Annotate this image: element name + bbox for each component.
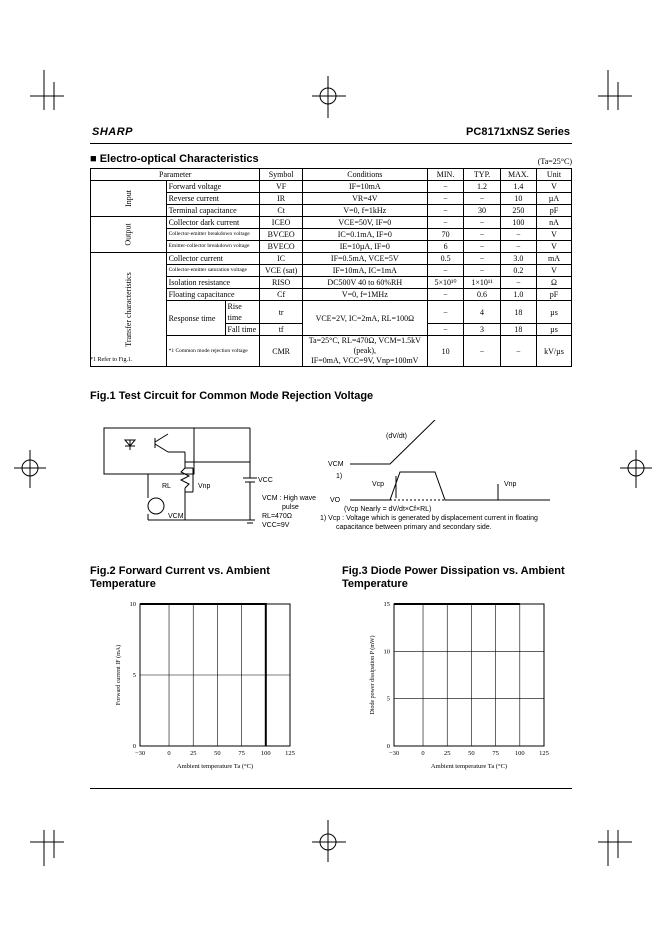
cell-symbol: tf bbox=[260, 324, 302, 336]
fig2-title: Fig.2 Forward Current vs. Ambient Temperature bbox=[90, 565, 270, 590]
cell-unit: mA bbox=[537, 253, 572, 265]
cell-max: 18 bbox=[500, 301, 536, 324]
cell-unit: kV/µs bbox=[537, 336, 572, 367]
fig1-rl-label: RL bbox=[162, 483, 171, 490]
cell-typ: 1.2 bbox=[464, 181, 500, 193]
fig1-nearly: (Vcp Nearly = dV/dt×Cf×RL) bbox=[344, 506, 432, 513]
x-tick-label: 75 bbox=[492, 750, 499, 757]
cell-param: Forward voltage bbox=[166, 181, 260, 193]
spec-table bbox=[90, 168, 572, 367]
th-parameter: Parameter bbox=[91, 169, 260, 181]
x-tick-label: 25 bbox=[189, 750, 197, 757]
cell-unit: nA bbox=[537, 217, 572, 229]
y-tick-label: 0 bbox=[386, 743, 390, 750]
cell-cond: VCE=2V, IC=2mA, RL=100Ω bbox=[302, 301, 427, 336]
cell-cond bbox=[302, 336, 427, 367]
header-rule bbox=[90, 143, 572, 144]
cell-unit: V bbox=[537, 265, 572, 277]
cell-param: Isolation resistance bbox=[166, 277, 260, 289]
cell-min: − bbox=[427, 181, 464, 193]
y-tick-label: 10 bbox=[383, 648, 390, 656]
cell-max: 250 bbox=[500, 205, 536, 217]
cell-typ: 3 bbox=[464, 324, 500, 336]
cell-min: − bbox=[427, 324, 464, 336]
cell-max: − bbox=[500, 229, 536, 241]
cell-typ: − bbox=[464, 217, 500, 229]
cell-max: − bbox=[500, 277, 536, 289]
cell-symbol: Cf bbox=[260, 289, 302, 301]
y-tick-label: 15 bbox=[383, 601, 390, 608]
fig1-vo-label: VO bbox=[330, 497, 341, 504]
fig1-fn1: 1) Vcp : Voltage which is generated by displacement current in floating bbox=[320, 515, 538, 522]
cell-symbol: IR bbox=[260, 193, 302, 205]
cell-cond: V=0, f=1MHz bbox=[302, 289, 427, 301]
fig1-vcp-label: Vcp bbox=[372, 481, 385, 488]
cell-cond: VR=4V bbox=[302, 193, 427, 205]
series-title: PC8171xNSZ Series bbox=[466, 126, 570, 138]
th-unit: Unit bbox=[537, 169, 572, 181]
cell-min: 5×10¹⁰ bbox=[427, 277, 464, 289]
cell-param: Collector-emitter saturation voltage bbox=[166, 265, 260, 277]
cell-param: Collector dark current bbox=[166, 217, 260, 229]
table-row bbox=[91, 181, 572, 193]
cell-param: Floating capacitance bbox=[166, 289, 260, 301]
cell-typ: 4 bbox=[464, 301, 500, 324]
cell-min: 6 bbox=[427, 241, 464, 253]
cell-unit: pF bbox=[537, 289, 572, 301]
cell-typ: − bbox=[464, 229, 500, 241]
th-min: MIN. bbox=[427, 169, 464, 181]
cell-typ: − bbox=[464, 241, 500, 253]
cell-unit: V bbox=[537, 229, 572, 241]
section-condition: (Ta=25°C) bbox=[537, 157, 572, 166]
cell-unit: µs bbox=[537, 324, 572, 336]
section-title bbox=[90, 153, 259, 165]
th-symbol: Symbol bbox=[260, 169, 302, 181]
table-row bbox=[91, 253, 572, 265]
cell-symbol: Ct bbox=[260, 205, 302, 217]
cell-cond: IE=10µA, IF=0 bbox=[302, 241, 427, 253]
fig2-chart bbox=[108, 596, 298, 776]
section-title-text: Electro-optical Characteristics bbox=[99, 153, 259, 165]
cell-symbol: VF bbox=[260, 181, 302, 193]
fig1-waveform bbox=[350, 420, 550, 500]
cell-param: Response time bbox=[166, 301, 225, 336]
th-typ: TYP. bbox=[464, 169, 500, 181]
cell-unit: V bbox=[537, 181, 572, 193]
cell-param: Terminal capacitance bbox=[166, 205, 260, 217]
fig1-note3: RL=470Ω bbox=[262, 513, 292, 520]
x-tick-label: 125 bbox=[539, 750, 549, 757]
cell-typ: − bbox=[464, 193, 500, 205]
th-conditions: Conditions bbox=[302, 169, 427, 181]
fig1-one-label: 1) bbox=[336, 473, 343, 480]
y-tick-label: 0 bbox=[132, 743, 136, 750]
table-footnote: *1 Refer to Fig.1. bbox=[90, 357, 133, 363]
cell-min: 10 bbox=[427, 336, 464, 367]
cell-cond: IF=0.5mA, VCE=5V bbox=[302, 253, 427, 265]
cell-max: 0.2 bbox=[500, 265, 536, 277]
y-tick-label: 5 bbox=[386, 695, 390, 703]
cell-symbol: IC bbox=[260, 253, 302, 265]
plot-frame bbox=[394, 604, 544, 746]
fig3-chart bbox=[362, 596, 552, 776]
x-tick-label: 25 bbox=[443, 750, 451, 757]
cell-typ: 0.6 bbox=[464, 289, 500, 301]
cell-symbol: VCE (sat) bbox=[260, 265, 302, 277]
cell-param: Collector current bbox=[166, 253, 260, 265]
cell-param: Reverse current bbox=[166, 193, 260, 205]
cell-min: − bbox=[427, 301, 464, 324]
fig1-note4: VCC=9V bbox=[262, 522, 290, 529]
cell-min: 70 bbox=[427, 229, 464, 241]
cell-param: Emitter-collector breakdown voltage bbox=[166, 241, 260, 253]
x-tick-label: 0 bbox=[421, 750, 425, 757]
cell-typ: − bbox=[464, 253, 500, 265]
cell-min: 0.5 bbox=[427, 253, 464, 265]
table-row bbox=[91, 217, 572, 229]
cell-max: 18 bbox=[500, 324, 536, 336]
fig1-fn2: capacitance between primary and secondary side. bbox=[336, 524, 492, 530]
cell-typ: − bbox=[464, 336, 500, 367]
fig1-title: Fig.1 Test Circuit for Common Mode Rejection Voltage bbox=[90, 390, 374, 402]
x-tick-label: 50 bbox=[468, 750, 475, 757]
cell-typ: − bbox=[464, 265, 500, 277]
cell-subparam: Rise time bbox=[225, 301, 260, 324]
cell-symbol: tr bbox=[260, 301, 302, 324]
x-tick-label: 50 bbox=[214, 750, 221, 757]
cell-max: 3.0 bbox=[500, 253, 536, 265]
cmr-cond-line2: IF=0mA, VCC=9V, Vnp=100mV bbox=[311, 356, 419, 365]
cell-cond: V=0, f=1kHz bbox=[302, 205, 427, 217]
fig1-dvdt-label: (dV/dt) bbox=[386, 433, 408, 440]
group-transfer: Transfer characteristics bbox=[91, 253, 167, 367]
cell-max: 100 bbox=[500, 217, 536, 229]
x-tick-label: 100 bbox=[514, 750, 525, 757]
cell-subparam: Fall time bbox=[225, 324, 260, 336]
cell-max: − bbox=[500, 241, 536, 253]
cell-cond: IF=10mA, IC=1mA bbox=[302, 265, 427, 277]
fig1-vcc-label: VCC bbox=[258, 477, 273, 484]
cell-typ: 1×10¹¹ bbox=[464, 277, 500, 289]
section-bullet: ■ bbox=[90, 153, 100, 165]
fig1-vcm-label: VCM bbox=[168, 513, 184, 520]
cell-max: 1.4 bbox=[500, 181, 536, 193]
x-tick-label: −30 bbox=[388, 750, 400, 757]
fig1-note2: pulse bbox=[282, 504, 299, 511]
x-tick-label: −30 bbox=[134, 750, 146, 757]
fig1-note1: VCM : High wave bbox=[262, 495, 317, 502]
cell-max: 1.0 bbox=[500, 289, 536, 301]
cell-cond: IC=0.1mA, IF=0 bbox=[302, 229, 427, 241]
fig1-vnp-wave-label: Vnp bbox=[504, 481, 517, 488]
x-tick-label: 0 bbox=[167, 750, 171, 757]
cell-unit: V bbox=[537, 241, 572, 253]
cmr-cond-line1: Ta=25°C, RL=470Ω, VCM=1.5kV (peak), bbox=[308, 336, 421, 355]
y-tick-label: 10 bbox=[129, 601, 136, 608]
group-output: Output bbox=[91, 217, 167, 253]
fig1-vcm-wave-label: VCM bbox=[328, 461, 344, 468]
cell-cond: VCE=50V, IF=0 bbox=[302, 217, 427, 229]
group-input: Input bbox=[91, 181, 167, 217]
cell-max: − bbox=[500, 336, 536, 367]
x-tick-label: 100 bbox=[260, 750, 271, 757]
cell-cond: IF=10mA bbox=[302, 181, 427, 193]
cell-param: *1 Common mode rejection voltage bbox=[166, 336, 260, 367]
fig1-vnp-label: Vnp bbox=[198, 483, 211, 490]
x-tick-label: 125 bbox=[285, 750, 295, 757]
cell-symbol: BVCEO bbox=[260, 229, 302, 241]
x-axis-label: Ambient temperature Ta (°C) bbox=[176, 763, 254, 770]
y-tick-label: 5 bbox=[132, 672, 136, 679]
cell-min: − bbox=[427, 289, 464, 301]
cell-unit: µs bbox=[537, 301, 572, 324]
fig3-title: Fig.3 Diode Power Dissipation vs. Ambient Temperature bbox=[342, 565, 565, 590]
cell-min: − bbox=[427, 217, 464, 229]
y-axis-label: Forward current IF (mA) bbox=[116, 644, 122, 706]
cell-unit: Ω bbox=[537, 277, 572, 289]
x-tick-label: 75 bbox=[238, 750, 245, 757]
cell-symbol: CMR bbox=[260, 336, 302, 367]
cell-symbol: RISO bbox=[260, 277, 302, 289]
cell-max: 10 bbox=[500, 193, 536, 205]
fig1-circuit bbox=[100, 420, 560, 530]
brand-logo: SHARP bbox=[92, 126, 134, 138]
cell-param: Collector-emitter breakdown voltage bbox=[166, 229, 260, 241]
x-axis-label: Ambient temperature Ta (°C) bbox=[430, 763, 508, 770]
footer-rule bbox=[90, 788, 572, 789]
cell-symbol: ICEO bbox=[260, 217, 302, 229]
cell-min: − bbox=[427, 205, 464, 217]
cell-unit: µA bbox=[537, 193, 572, 205]
cell-min: − bbox=[427, 265, 464, 277]
cell-unit: pF bbox=[537, 205, 572, 217]
y-axis-label: Diode power dissipation P (mW) bbox=[370, 635, 376, 715]
cell-typ: 30 bbox=[464, 205, 500, 217]
cell-symbol: BVECO bbox=[260, 241, 302, 253]
cell-cond: DC500V 40 to 60%RH bbox=[302, 277, 427, 289]
th-max: MAX. bbox=[500, 169, 536, 181]
table-header-row bbox=[91, 169, 572, 181]
cell-min: − bbox=[427, 193, 464, 205]
